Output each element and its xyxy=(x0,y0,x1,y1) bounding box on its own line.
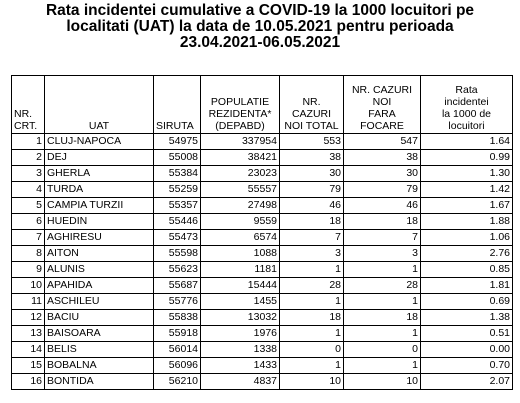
cell-siruta: 55838 xyxy=(154,310,201,326)
cell-uat: BAISOARA xyxy=(45,326,154,342)
cell-rata: 0.00 xyxy=(421,342,513,358)
cell-nr: 4 xyxy=(12,182,45,198)
cell-cazuri-total: 18 xyxy=(280,310,344,326)
header-nr-crt: NR. CRT. xyxy=(12,76,45,134)
cell-cazuri-fara-focare: 1 xyxy=(344,358,421,374)
cell-uat: GHERLA xyxy=(45,166,154,182)
cell-uat: HUEDIN xyxy=(45,214,154,230)
cell-populatie: 1338 xyxy=(201,342,280,358)
cell-cazuri-fara-focare: 0 xyxy=(344,342,421,358)
cell-populatie: 4837 xyxy=(201,374,280,390)
cell-uat: AITON xyxy=(45,246,154,262)
cell-uat: ALUNIS xyxy=(45,262,154,278)
cell-populatie: 23023 xyxy=(201,166,280,182)
cell-populatie: 337954 xyxy=(201,134,280,150)
cell-rata: 1.06 xyxy=(421,230,513,246)
cell-rata: 1.42 xyxy=(421,182,513,198)
cell-siruta: 55623 xyxy=(154,262,201,278)
cell-populatie: 1181 xyxy=(201,262,280,278)
cell-nr: 14 xyxy=(12,342,45,358)
cell-nr: 8 xyxy=(12,246,45,262)
table-row xyxy=(12,230,513,246)
table-row xyxy=(12,262,513,278)
cell-nr: 2 xyxy=(12,150,45,166)
cell-uat: CLUJ-NAPOCA xyxy=(45,134,154,150)
cell-uat: BONTIDA xyxy=(45,374,154,390)
cell-cazuri-total: 30 xyxy=(280,166,344,182)
table-row xyxy=(12,134,513,150)
cell-uat: ASCHILEU xyxy=(45,294,154,310)
cell-nr: 9 xyxy=(12,262,45,278)
cell-cazuri-fara-focare: 7 xyxy=(344,230,421,246)
cell-cazuri-total: 1 xyxy=(280,262,344,278)
cell-cazuri-total: 553 xyxy=(280,134,344,150)
cell-cazuri-fara-focare: 547 xyxy=(344,134,421,150)
cell-uat: CAMPIA TURZII xyxy=(45,198,154,214)
table-row xyxy=(12,326,513,342)
cell-siruta: 55473 xyxy=(154,230,201,246)
table-row xyxy=(12,278,513,294)
cell-rata: 1.81 xyxy=(421,278,513,294)
table-row xyxy=(12,166,513,182)
cell-cazuri-fara-focare: 18 xyxy=(344,214,421,230)
cell-rata: 0.85 xyxy=(421,262,513,278)
cell-cazuri-total: 28 xyxy=(280,278,344,294)
cell-cazuri-fara-focare: 1 xyxy=(344,262,421,278)
cell-cazuri-fara-focare: 46 xyxy=(344,198,421,214)
cell-nr: 15 xyxy=(12,358,45,374)
cell-cazuri-total: 3 xyxy=(280,246,344,262)
cell-cazuri-fara-focare: 28 xyxy=(344,278,421,294)
cell-siruta: 56014 xyxy=(154,342,201,358)
cell-cazuri-total: 1 xyxy=(280,358,344,374)
cell-cazuri-total: 79 xyxy=(280,182,344,198)
cell-cazuri-fara-focare: 38 xyxy=(344,150,421,166)
cell-rata: 1.67 xyxy=(421,198,513,214)
title-line-1: Rata incidentei cumulative a COVID-19 la 1000 locuitori pe xyxy=(45,2,475,19)
cell-uat: APAHIDA xyxy=(45,278,154,294)
cell-nr: 6 xyxy=(12,214,45,230)
cell-populatie: 1976 xyxy=(201,326,280,342)
cell-siruta: 55598 xyxy=(154,246,201,262)
header-populatie: POPULATIE REZIDENTA* (DEPABD) xyxy=(201,76,280,134)
cell-nr: 12 xyxy=(12,310,45,326)
title-line-3: 23.04.2021-06.05.2021 xyxy=(179,34,341,51)
cell-cazuri-total: 38 xyxy=(280,150,344,166)
cell-cazuri-total: 7 xyxy=(280,230,344,246)
cell-uat: BACIU xyxy=(45,310,154,326)
cell-populatie: 13032 xyxy=(201,310,280,326)
table-body xyxy=(12,134,513,390)
cell-rata: 1.30 xyxy=(421,166,513,182)
cell-nr: 3 xyxy=(12,166,45,182)
cell-populatie: 1433 xyxy=(201,358,280,374)
cell-rata: 1.38 xyxy=(421,310,513,326)
header-siruta: SIRUTA xyxy=(154,76,201,134)
cell-cazuri-fara-focare: 10 xyxy=(344,374,421,390)
document-title xyxy=(0,3,520,51)
cell-cazuri-total: 0 xyxy=(280,342,344,358)
table-row xyxy=(12,294,513,310)
cell-cazuri-total: 18 xyxy=(280,214,344,230)
table-row xyxy=(12,214,513,230)
cell-populatie: 9559 xyxy=(201,214,280,230)
cell-uat: BELIS xyxy=(45,342,154,358)
header-cazuri-total: NR. CAZURI NOI TOTAL xyxy=(280,76,344,134)
cell-siruta: 55008 xyxy=(154,150,201,166)
cell-cazuri-fara-focare: 3 xyxy=(344,246,421,262)
cell-uat: AGHIRESU xyxy=(45,230,154,246)
cell-cazuri-fara-focare: 1 xyxy=(344,294,421,310)
cell-uat: BOBALNA xyxy=(45,358,154,374)
cell-nr: 10 xyxy=(12,278,45,294)
cell-nr: 16 xyxy=(12,374,45,390)
cell-cazuri-total: 1 xyxy=(280,326,344,342)
cell-populatie: 15444 xyxy=(201,278,280,294)
cell-siruta: 55357 xyxy=(154,198,201,214)
cell-cazuri-total: 1 xyxy=(280,294,344,310)
cell-cazuri-fara-focare: 79 xyxy=(344,182,421,198)
table-row xyxy=(12,198,513,214)
cell-siruta: 55259 xyxy=(154,182,201,198)
cell-nr: 11 xyxy=(12,294,45,310)
table-row xyxy=(12,374,513,390)
cell-cazuri-total: 46 xyxy=(280,198,344,214)
cell-cazuri-fara-focare: 1 xyxy=(344,326,421,342)
cell-rata: 0.69 xyxy=(421,294,513,310)
header-rata: Rata incidentei la 1000 de locuitori xyxy=(421,76,513,134)
table-row xyxy=(12,358,513,374)
cell-populatie: 1088 xyxy=(201,246,280,262)
table-row xyxy=(12,246,513,262)
cell-rata: 0.70 xyxy=(421,358,513,374)
cell-nr: 13 xyxy=(12,326,45,342)
cell-populatie: 55557 xyxy=(201,182,280,198)
table-row xyxy=(12,342,513,358)
cell-siruta: 56096 xyxy=(154,358,201,374)
cell-populatie: 27498 xyxy=(201,198,280,214)
header-cazuri-fara-focare: NR. CAZURI NOI FARA FOCARE xyxy=(344,76,421,134)
cell-nr: 5 xyxy=(12,198,45,214)
cell-cazuri-fara-focare: 18 xyxy=(344,310,421,326)
cell-rata: 0.51 xyxy=(421,326,513,342)
cell-siruta: 56210 xyxy=(154,374,201,390)
cell-cazuri-total: 10 xyxy=(280,374,344,390)
cell-cazuri-fara-focare: 30 xyxy=(344,166,421,182)
cell-rata: 2.07 xyxy=(421,374,513,390)
cell-siruta: 55687 xyxy=(154,278,201,294)
cell-siruta: 54975 xyxy=(154,134,201,150)
title-line-2: localitati (UAT) la data de 10.05.2021 pentru perioada xyxy=(66,18,454,35)
cell-rata: 1.88 xyxy=(421,214,513,230)
header-uat: UAT xyxy=(45,76,154,134)
incidence-table xyxy=(11,75,513,390)
cell-rata: 2.76 xyxy=(421,246,513,262)
table-row xyxy=(12,310,513,326)
cell-nr: 7 xyxy=(12,230,45,246)
cell-populatie: 6574 xyxy=(201,230,280,246)
cell-uat: TURDA xyxy=(45,182,154,198)
cell-siruta: 55918 xyxy=(154,326,201,342)
table-row xyxy=(12,150,513,166)
cell-populatie: 38421 xyxy=(201,150,280,166)
cell-siruta: 55446 xyxy=(154,214,201,230)
table-row xyxy=(12,182,513,198)
cell-siruta: 55384 xyxy=(154,166,201,182)
cell-populatie: 1455 xyxy=(201,294,280,310)
cell-rata: 0.99 xyxy=(421,150,513,166)
cell-siruta: 55776 xyxy=(154,294,201,310)
cell-rata: 1.64 xyxy=(421,134,513,150)
cell-nr: 1 xyxy=(12,134,45,150)
cell-uat: DEJ xyxy=(45,150,154,166)
table-header xyxy=(12,76,513,134)
